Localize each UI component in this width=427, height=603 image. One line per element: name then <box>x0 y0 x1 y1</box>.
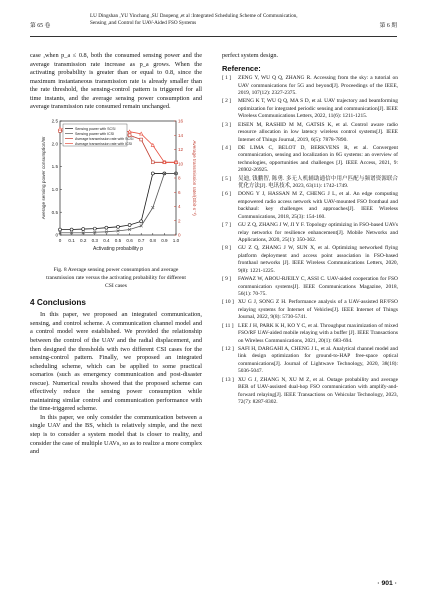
data-point <box>140 132 143 135</box>
header-title <box>90 13 357 27</box>
y-left-tick-label: 2.5 <box>51 118 58 124</box>
data-point <box>82 227 85 230</box>
reference-text: XU G J, ZHANG N, XU M Z, et al. Outage probability and average BER of UAV-assisted dual-hop FSO communication with amplify-and-forward relaying[J]. IEEE Transactions on Vehicular Technology, 2023, 72(7): 8287-8302. <box>238 376 398 406</box>
y-left-tick-label: 0 <box>55 232 58 238</box>
reference-number: [ 10 ] <box>222 299 234 306</box>
series-line <box>60 173 176 229</box>
reference-text: SAFI H, DARGAHI A, CHENG J L, et al. Analytical channel model and link design optimization for ground-to-HAP free-space optical communications[J]. Journal of Lightwave Technology, 2020, 38(18): 5036-5047. <box>238 345 398 375</box>
reference-item <box>222 145 398 175</box>
reference-item <box>222 346 398 376</box>
reference-text: LEE J H, PARK K H, KO Y C, et al. Throughput maximization of mixed FSO/RF UAV-aided mobile relaying with a buffer [J]. IEEE Transactions on Wireless Communications, 2021, 20(1): 683-694. <box>238 322 398 344</box>
reference-number: [ 6 ] <box>222 191 232 198</box>
reference-item <box>222 377 398 407</box>
data-point <box>151 172 154 175</box>
reference-text: EISEN M, RASHID M M, GATSIS K, et al. Control aware radio resource allocation in low latency wireless control systems[J]. IEEE Internet of Things Journal, 2019, 6(5): 7878-7890. <box>238 121 398 143</box>
reference-item <box>222 122 398 145</box>
reference-text: ZENG Y, WU Q Q, ZHANG R. Accessing from the sky: a tutorial on UAV communications for 5G and beyond[J]. Proceedings of the IEEE, 2019, 107(12): 2327-2375. <box>238 75 398 97</box>
reference-number: [ 12 ] <box>222 345 234 352</box>
reference-text: GU Z Q, ZHANG J W, SUN X, et al. Optimizing networked flying platform deployment and access point association in FSO-based fronthaul networks [J]. IEEE Wireless Communications Letters, 2020, 9(8): 1221-1225. <box>238 245 398 274</box>
figure-caption: Fig. 8 Average sensing power consumption and average transmission rate versus the activating probability for different CSI cases <box>46 266 186 289</box>
x-tick-label: 0.1 <box>68 237 75 243</box>
reference-text: FAWAZ W, ABOU-RJEILY C, ASSI C. UAV-aided cooperation for FSO communication systems[J]. IEEE Communications Magazine, 2018, 56(1): 70-75. <box>238 276 398 298</box>
data-point <box>140 138 143 141</box>
reference-number: [ 7 ] <box>222 222 232 229</box>
page-number: · 901 · <box>377 580 397 587</box>
reference-text: MENG K T, WU Q Q, MA S D, et al. UAV trajectory and beamforming optimization for integrated periodic sensing and communication[J]. IEEE Wireless Communications Letters, 2022, 11(6): 1211-1215. <box>238 98 398 120</box>
reference-item <box>222 98 398 121</box>
data-point <box>128 130 131 133</box>
x-tick-label: 0.9 <box>161 237 168 243</box>
y-right-tick-label: 0 <box>178 232 181 238</box>
sensing-power-rate-chart <box>30 115 202 263</box>
reference-item <box>222 75 398 98</box>
data-point <box>93 227 96 230</box>
continued-text: perfect system design. <box>222 52 279 59</box>
x-tick-label: 1.0 <box>172 237 180 243</box>
reference-number: [ 8 ] <box>222 245 232 252</box>
header-title-line2: Sensing ,and Control for UAV-Aided FSO Systems <box>90 20 197 26</box>
data-point <box>70 228 73 231</box>
reference-item <box>222 323 398 346</box>
x-tick-label: 0.5 <box>114 237 122 243</box>
y-right-tick-label: 14 <box>178 132 184 138</box>
left-column <box>30 52 202 457</box>
reference-number: [ 5 ] <box>222 175 232 182</box>
data-point <box>128 223 131 226</box>
reference-text: XU G J, SONG Z H. Performance analysis of a UAV-assisted RF/FSO relaying systems for Internet of Vehicles[J]. IEEE Internet of Things Journal, 2022, 9(8): 5730-5741. <box>238 299 398 321</box>
data-point <box>117 225 120 228</box>
x-tick-label: 0.4 <box>103 237 110 243</box>
reference-item <box>222 176 398 191</box>
future-work-paragraph: In this paper, we only consider the communication between a single UAV and the BS, which is relatively simple, and the next step is to consider a system model that is closer to reality, and consider the case of multiple UAVs, so as to realize a more complex and <box>30 413 202 456</box>
y-right-tick-label: 12 <box>178 146 184 152</box>
reference-text: DONG Y J, HASSAN M Z, CHENG J L, et al. An edge computing empowered radio access network with UAV-mounted FSO fronthaul and backhaul: key challenges and approaches[J]. IEEE Wireless Communications, 2018, 25(3): 154-160. <box>238 191 398 220</box>
reference-item <box>222 276 398 299</box>
x-tick-label: 0 <box>58 237 62 243</box>
data-point <box>58 127 61 130</box>
x-tick-label: 0.7 <box>138 237 145 243</box>
y-right-tick-label: 10 <box>178 161 184 167</box>
reference-number: [ 13 ] <box>222 376 234 383</box>
y-right-tick-label: 2 <box>178 218 181 224</box>
reference-text: 吴迪, 钱鹏智, 陈勇. 多无人机辅助通信中用户匹配与频谱资源联合优化方法[J]. 电讯技术, 2023, 63(11): 1742-1749. <box>238 175 398 190</box>
reference-list <box>222 75 398 407</box>
figure-8 <box>30 115 202 263</box>
data-point <box>151 161 154 164</box>
journal-issue: 第 6 期 <box>379 23 397 29</box>
reference-item <box>222 191 398 221</box>
y-right-axis-label: Average transmission rate/(Gbit·s⁻¹) <box>192 140 197 216</box>
data-point <box>105 226 108 229</box>
journal-volume: 第 65 卷 <box>30 23 51 29</box>
y-left-axis-label: Average sensing power consumption/W <box>41 136 46 220</box>
reference-number: [ 11 ] <box>222 322 234 329</box>
y-left-tick-label: 1.0 <box>51 186 58 192</box>
y-right-tick-label: 6 <box>178 189 181 195</box>
reference-number: [ 3 ] <box>222 121 232 128</box>
reference-number: [ 2 ] <box>222 98 232 105</box>
results-paragraph: case ,when p_a ≤ 0.8, both the consumed sensing power and the average transmission rate increase as p_a grows. When the activating probability is greater than or equal to 0.8, since the maximum instantaneous transmission rate is already smaller than the rate threshold, the sensing-control pattern is triggered for all time instants, and the average sensing power consumption and average transmission rate consumed remain unchanged. <box>30 52 202 111</box>
header-title-line1: LU Dingshan ,YU Yinchang ,SU Daopeng ,et al :Integrated Scheduling Scheme of Communication, <box>90 13 298 19</box>
reference-item <box>222 299 398 322</box>
x-axis-label: Activating probability p <box>92 245 144 252</box>
x-tick-label: 0.2 <box>80 237 87 243</box>
x-tick-label: 0.3 <box>91 237 98 243</box>
reference-number: [ 9 ] <box>222 276 232 283</box>
reference-item <box>222 222 398 245</box>
reference-number: [ 4 ] <box>222 144 232 151</box>
y-right-tick-label: 16 <box>178 118 184 124</box>
y-left-tick-label: 2.0 <box>51 141 58 147</box>
y-right-tick-label: 4 <box>178 203 181 209</box>
legend-label: Average transmission rate with ICSI <box>75 141 133 146</box>
references-title: Reference: <box>222 63 261 73</box>
x-tick-label: 0.6 <box>126 237 133 243</box>
data-point <box>59 228 62 231</box>
conclusion-paragraph: In this paper, we proposed an integrated communication, sensing, and control scheme. A communication channel model and a control model were established. We provided the relationship between the control of the UAV and the radial displacement, and then designed the thresholds with two different CSI cases for the sensing-control pattern. Finally, we proposed an integrated scheduling scheme, which can be applied to some practical scenarios (such as emergency communication and post-disaster rescue). Numerical results showed that the proposed scheme can effectively reduce the sensing power consumption while maintaining similar control and communication performance with the time-triggered scheme. <box>30 311 202 413</box>
y-left-tick-label: 1.5 <box>51 164 58 170</box>
legend-label: Average transmission rate with SCSI <box>75 136 134 141</box>
x-tick-label: 0.8 <box>149 237 156 243</box>
running-header <box>30 8 397 37</box>
reference-text: GU Z Q, ZHANG J W, JI Y F. Topology optimizing in FSO-based UAVs relay networks for resilience enhancement[J]. Mobile Networks and Applications, 2020, 25(1): 350-362. <box>238 222 398 244</box>
reference-item <box>222 245 398 275</box>
legend-label: Sensing power with ICSI <box>75 131 115 136</box>
reference-text: DE LIMA C, BELOT D, BERKVENS R, et al. Convergent communication, sensing and localization in 6G systems: an overview of technologies, opportunities and challenges [J]. IEEE Access, 2021, 9: 26902-26925. <box>238 144 398 174</box>
y-left-tick-label: 0.5 <box>51 209 58 215</box>
reference-number: [ 1 ] <box>222 75 232 82</box>
y-right-tick-label: 8 <box>178 175 181 181</box>
section-title-conclusions: 4 Conclusions <box>30 297 86 307</box>
data-point <box>140 220 143 223</box>
legend-label: Sensing power with SCSI <box>75 126 116 131</box>
right-column <box>222 52 398 407</box>
series-line <box>60 173 176 232</box>
